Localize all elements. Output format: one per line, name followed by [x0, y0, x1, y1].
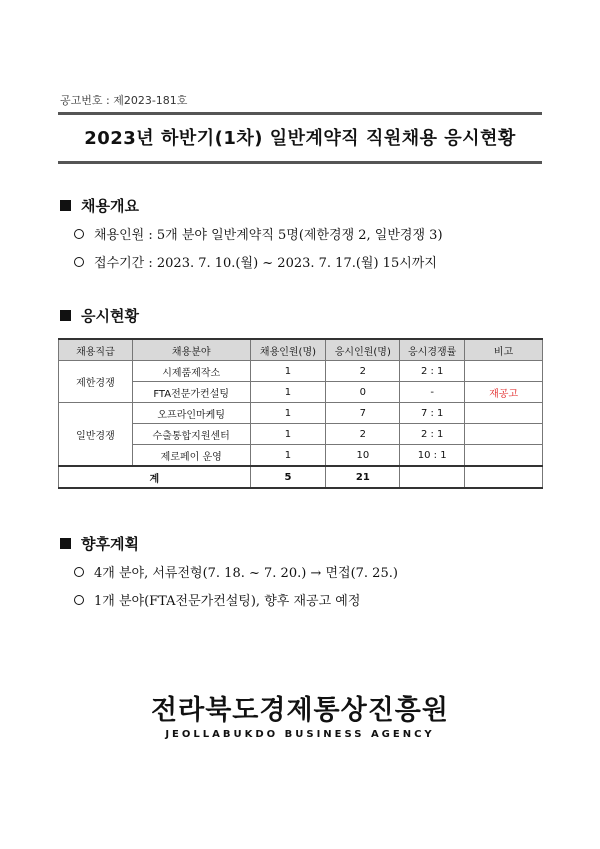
ratio-cell: 7 : 1	[400, 403, 465, 424]
bullet-text: 1개 분야(FTA전문가컨설팅), 향후 재공고 예정	[94, 594, 361, 609]
bullet-text: 접수기간 : 2023. 7. 10.(월) ~ 2023. 7. 17.(월) 15시까지	[94, 256, 437, 271]
notice-number: 공고번호 : 제2023-181호	[60, 94, 188, 107]
circle-bullet-icon	[74, 229, 84, 239]
agency-logo	[150, 688, 450, 740]
section-heading-text: 향후계획	[81, 535, 139, 553]
note-cell	[465, 424, 543, 445]
plan-bullet-1	[74, 562, 398, 581]
section-plan-heading	[60, 533, 139, 554]
note-cell	[465, 403, 543, 424]
bullet-text: 채용인원 : 5개 분야 일반계약직 5명(제한경쟁 2, 일반경쟁 3)	[94, 228, 443, 243]
square-bullet-icon	[60, 538, 71, 549]
square-bullet-icon	[60, 200, 71, 211]
table-header-row	[59, 339, 543, 361]
applicants-cell: 7	[326, 403, 400, 424]
applicants-cell: 0	[326, 382, 400, 403]
ratio-cell: 10 : 1	[400, 445, 465, 467]
note-cell: 재공고	[465, 382, 543, 403]
applicants-cell: 2	[326, 361, 400, 382]
title-rule-bottom	[58, 161, 542, 164]
ratio-cell: 2 : 1	[400, 361, 465, 382]
circle-bullet-icon	[74, 257, 84, 267]
total-applicants-cell: 21	[326, 466, 400, 488]
applicants-cell: 2	[326, 424, 400, 445]
logo-name-kr: 전라북도경제통상진흥원	[151, 695, 449, 726]
table-row	[59, 403, 543, 424]
logo-name-en: JEOLLABUKDO BUSINESS AGENCY	[165, 729, 435, 740]
table-row	[59, 361, 543, 382]
grade-cell: 제한경쟁	[59, 361, 133, 403]
ratio-cell: 2 : 1	[400, 424, 465, 445]
section-heading-text: 채용개요	[81, 197, 139, 215]
section-overview-heading	[60, 195, 139, 216]
section-heading-text: 응시현황	[81, 307, 139, 325]
total-label-cell: 계	[59, 466, 251, 488]
note-cell	[465, 445, 543, 467]
overview-bullet-2	[74, 252, 437, 271]
grade-cell: 일반경쟁	[59, 403, 133, 467]
field-cell: 수출통합지원센터	[132, 424, 250, 445]
status-table	[58, 338, 543, 489]
field-cell: FTA전문가컨설팅	[132, 382, 250, 403]
column-header: 채용직급	[59, 339, 133, 361]
section-status-heading	[60, 305, 139, 326]
hire-cell: 1	[250, 382, 326, 403]
hire-cell: 1	[250, 361, 326, 382]
total-note-cell	[465, 466, 543, 488]
total-hire-cell: 5	[250, 466, 326, 488]
title-rule-top	[58, 112, 542, 115]
overview-bullet-1	[74, 224, 443, 243]
ratio-cell: -	[400, 382, 465, 403]
applicants-cell: 10	[326, 445, 400, 467]
square-bullet-icon	[60, 310, 71, 321]
circle-bullet-icon	[74, 595, 84, 605]
plan-bullet-2	[74, 590, 360, 609]
field-cell: 오프라인마케팅	[132, 403, 250, 424]
field-cell: 시제품제작소	[132, 361, 250, 382]
circle-bullet-icon	[74, 567, 84, 577]
column-header: 채용인원(명)	[250, 339, 326, 361]
total-row	[59, 466, 543, 488]
page-title: 2023년 하반기(1차) 일반계약직 직원채용 응시현황	[84, 128, 516, 149]
column-header: 응시인원(명)	[326, 339, 400, 361]
hire-cell: 1	[250, 403, 326, 424]
note-cell	[465, 361, 543, 382]
bullet-text: 4개 분야, 서류전형(7. 18. ~ 7. 20.) → 면접(7. 25.)	[94, 566, 398, 581]
field-cell: 제로페이 운영	[132, 445, 250, 467]
column-header: 응시경쟁률	[400, 339, 465, 361]
hire-cell: 1	[250, 424, 326, 445]
column-header: 채용분야	[132, 339, 250, 361]
hire-cell: 1	[250, 445, 326, 467]
total-ratio-cell	[400, 466, 465, 488]
column-header: 비고	[465, 339, 543, 361]
